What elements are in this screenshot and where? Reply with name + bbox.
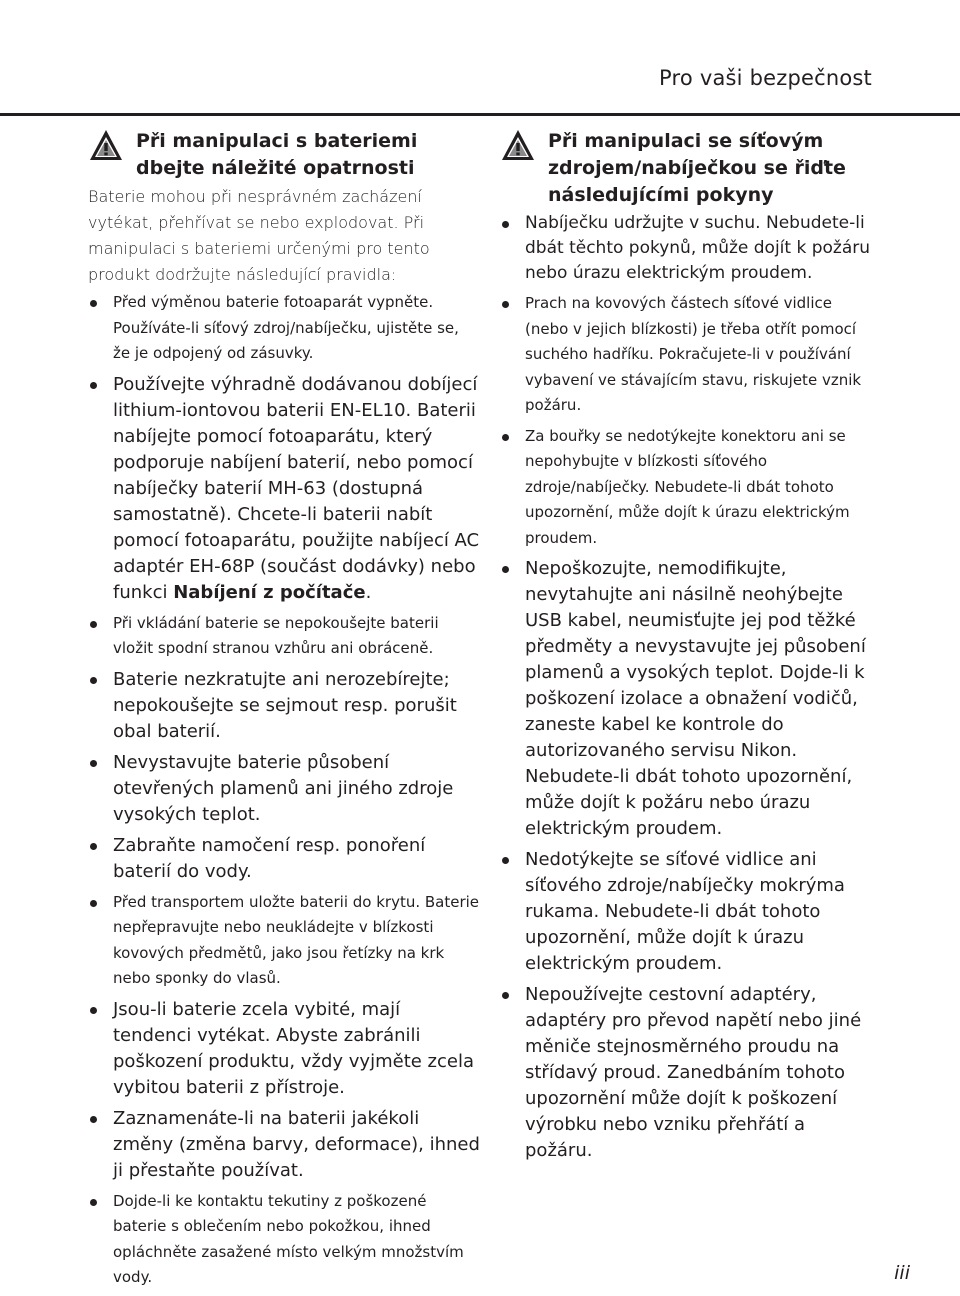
list-item: Jsou-li baterie zcela vybité, mají tendenci vytékat. Abyste zabránili poškození produktu, vždy vyjměte zcela vybitou baterii z přístroje. xyxy=(88,997,480,1101)
bullet-icon xyxy=(90,1199,97,1206)
list-item: Nedotýkejte se síťové vidlice ani síťového zdroje/nabíječky mokrýma rukama. Nebudete-li dbát tohoto upozornění, může dojít k úrazu elektrickým proudem. xyxy=(500,847,878,977)
bullet-icon xyxy=(90,1116,97,1123)
right-column xyxy=(500,128,878,1169)
page-number: iii xyxy=(894,1262,910,1284)
warning-triangle-icon xyxy=(88,128,124,162)
list-item: Nepoškozujte, nemodifikujte, nevytahujte ani násilně neohýbejte USB kabel, neumisťujte jej pod těžké předměty a nevystavujte jej působení plamenů a vysokých teplot. Dojde-li k poškození izolace a obnažení vodičů, zaneste kabel ke kontrole do autorizovaného servisu Nikon. Nebudete-li dbát tohoto upozornění, může dojít k požáru nebo úrazu elektrickým proudem. xyxy=(500,556,878,842)
battery-warning-heading xyxy=(88,128,480,182)
charger-warning-heading xyxy=(500,128,878,209)
charging-from-computer-label: Nabíjení z počítače xyxy=(173,581,366,603)
list-item: Dojde-li ke kontaktu tekutiny z poškozené baterie s oblečením nebo pokožkou, ihned opláchněte zasažené místo velkým množstvím vody. xyxy=(88,1189,480,1291)
left-column xyxy=(88,128,480,1296)
list-item: Zabraňte namočení resp. ponoření baterií do vody. xyxy=(88,833,480,885)
list-item: Nabíječku udržujte v suchu. Nebudete-li dbát těchto pokynů, může dojít k požáru nebo úrazu elektrickým proudem. xyxy=(500,211,878,286)
list-item: Nepoužívejte cestovní adaptéry, adaptéry pro převod napětí nebo jiné měniče stejnosměrného proudu na střídavý proud. Zanedbáním tohoto upozornění může dojít k poškození výrobku nebo vzniku přehřátí a požáru. xyxy=(500,982,878,1164)
list-item: Používejte výhradně dodávanou dobíjecí lithium-iontovou baterii EN-EL10. Baterii nabíjejte pomocí fotoaparátu, který podporuje nabíjení baterií, nebo pomocí nabíječky baterií MH-63 (dostupná samostatně). Chcete-li baterii nabít pomocí fotoaparátu, použijte nabíjecí AC adaptér EH-68P (součást dodávky) nebo funkci Nabíjení z počítače. xyxy=(88,372,480,606)
bullet-icon xyxy=(502,434,509,441)
bullet-icon xyxy=(90,382,97,389)
bullet-icon xyxy=(90,843,97,850)
list-item: Nevystavujte baterie působení otevřených plamenů ani jiného zdroje vysokých teplot. xyxy=(88,750,480,828)
bullet-icon xyxy=(502,992,509,999)
battery-heading-text: Při manipulaci s bateriemi dbejte náležité opatrnosti xyxy=(136,130,418,179)
bullet-icon xyxy=(502,857,509,864)
list-item: Zaznamenáte-li na baterii jakékoli změny (změna barvy, deformace), ihned ji přestaňte používat. xyxy=(88,1106,480,1184)
warning-triangle-icon xyxy=(500,128,536,162)
bullet-icon xyxy=(502,566,509,573)
header-divider xyxy=(0,113,960,116)
list-item: Při vkládání baterie se nepokoušejte baterii vložit spodní stranou vzhůru ani obráceně. xyxy=(88,611,480,662)
battery-intro-text: Baterie mohou při nesprávném zacházení vytékat, přehřívat se nebo explodovat. Při manipulaci s bateriemi určenými pro tento produkt dodržujte následující pravidla: xyxy=(88,187,430,284)
bullet-icon xyxy=(90,900,97,907)
list-item: Před výměnou baterie fotoaparát vypněte. Používáte-li síťový zdroj/nabíječku, ujistěte se, že je odpojený od zásuvky. xyxy=(88,290,480,367)
list-item: Baterie nezkratujte ani nerozebírejte; nepokoušejte se sejmout resp. porušit obal baterií. xyxy=(88,667,480,745)
bullet-icon xyxy=(90,1007,97,1014)
list-item: Za bouřky se nedotýkejte konektoru ani se nepohybujte v blízkosti síťového zdroje/nabíječky. Nebudete-li dbát tohoto upozornění, může dojít k úrazu elektrickým proudem. xyxy=(500,424,878,552)
bullet-icon xyxy=(502,301,509,308)
charger-bullet-list xyxy=(500,211,878,1164)
page-header-title: Pro vaši bezpečnost xyxy=(659,66,872,90)
list-item: Před transportem uložte baterii do krytu. Baterie nepřepravujte nebo neukládejte v blízkosti kovových předmětů, jako jsou řetízky na krk nebo sponky do vlasů. xyxy=(88,890,480,992)
list-item: Prach na kovových částech síťové vidlice (nebo v jejich blízkosti) je třeba otřít pomocí suchého hadříku. Pokračujete-li v používání vybavení ve stávajícím stavu, riskujete vznik požáru. xyxy=(500,291,878,419)
battery-bullet-list xyxy=(88,290,480,1291)
bullet-icon xyxy=(502,221,509,228)
bullet-icon xyxy=(90,621,97,628)
bullet-icon xyxy=(90,300,97,307)
bullet-icon xyxy=(90,677,97,684)
charger-heading-text: Při manipulaci se síťovým zdrojem/nabíječkou se řiďte následujícími pokyny xyxy=(548,130,846,206)
bullet-icon xyxy=(90,760,97,767)
